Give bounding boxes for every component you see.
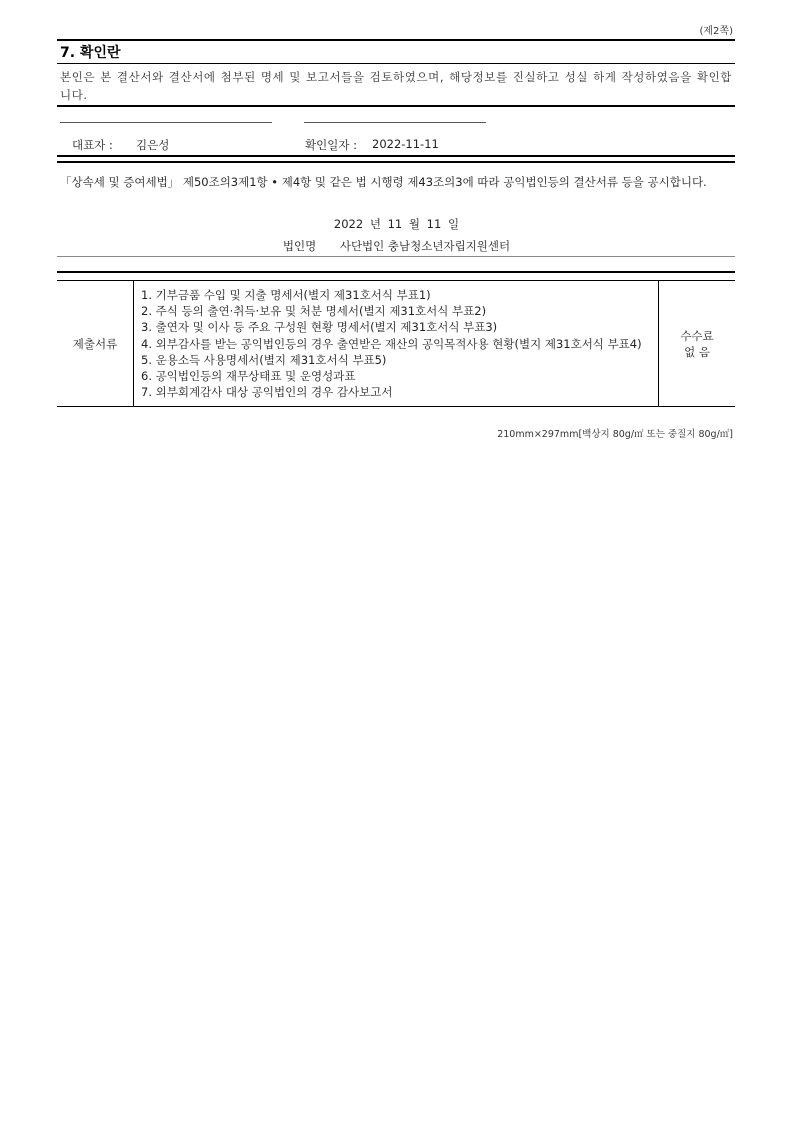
notice-rule [57,256,735,257]
fee-value: 없 음 [684,344,710,359]
list-item: 6. 공익법인등의 재무상태표 및 운영성과표 [141,369,356,384]
confirm-statement: 본인은 본 결산서와 결산서에 첨부된 명세 및 보고서들을 검토하였으며, 해당정보를 진실하고 성실 하게 작성하였음을 확인합니다. [60,70,732,102]
corporation-name: 사단법인 충남청소년자립지원센터 [339,239,511,253]
table-row [57,281,735,407]
page-number: (제2쪽) [699,26,733,37]
statement-rule [57,105,735,107]
list-item: 4. 외부감사를 받는 공익법인등의 경우 출연받은 재산의 공익목적사용 현황(별지 제31호서식 부표4) [141,336,642,351]
date-signature-line [304,122,486,123]
fee-label: 수수료 [680,328,714,343]
corporation-line [0,238,793,254]
submission-documents-table [57,280,735,407]
paper-spec: 210mm×297mm[백상지 80g/㎡ 또는 중질지 80g/㎡] [497,429,733,440]
representative-label: 대표자 : [72,138,113,152]
representative-signature-line [60,122,272,123]
title-rule [57,63,735,64]
list-item: 7. 외부회계감사 대상 공익법인의 경우 감사보고서 [141,385,393,400]
notice-date: 2022 년 11 월 11 일 [333,217,460,231]
top-rule [57,39,735,41]
documents-label: 제출서류 [57,281,134,407]
section-end-rule-1 [57,155,735,157]
representative-name: 김은성 [136,138,170,152]
list-item: 5. 운용소득 사용명세서(별지 제31호서식 부표5) [141,352,387,367]
confirm-date-label: 확인일자 : [305,138,357,152]
list-item: 1. 기부금품 수입 및 지출 명세서(별지 제31호서식 부표1) [141,288,431,302]
section-title: 7. 확인란 [60,45,121,61]
law-notice: 「상속세 및 증여세법」 제50조의3제1항 • 제4항 및 같은 법 시행령 제43조의3에 따라 공익법인등의 결산서류 등을 공시합니다. [60,175,707,189]
list-item: 2. 주식 등의 출연·취득·보유 및 처분 명세서(별지 제31호서식 부표2) [141,304,487,319]
documents-list [134,281,659,407]
corporation-label: 법인명 [282,239,317,253]
fee-cell [659,281,736,407]
section-end-rule-2 [57,161,735,163]
confirm-date-value: 2022-11-11 [372,137,439,151]
table-top-rule-1 [57,271,735,273]
list-item: 3. 출연자 및 이사 등 주요 구성원 현황 명세서(별지 제31호서식 부표3) [141,320,498,335]
